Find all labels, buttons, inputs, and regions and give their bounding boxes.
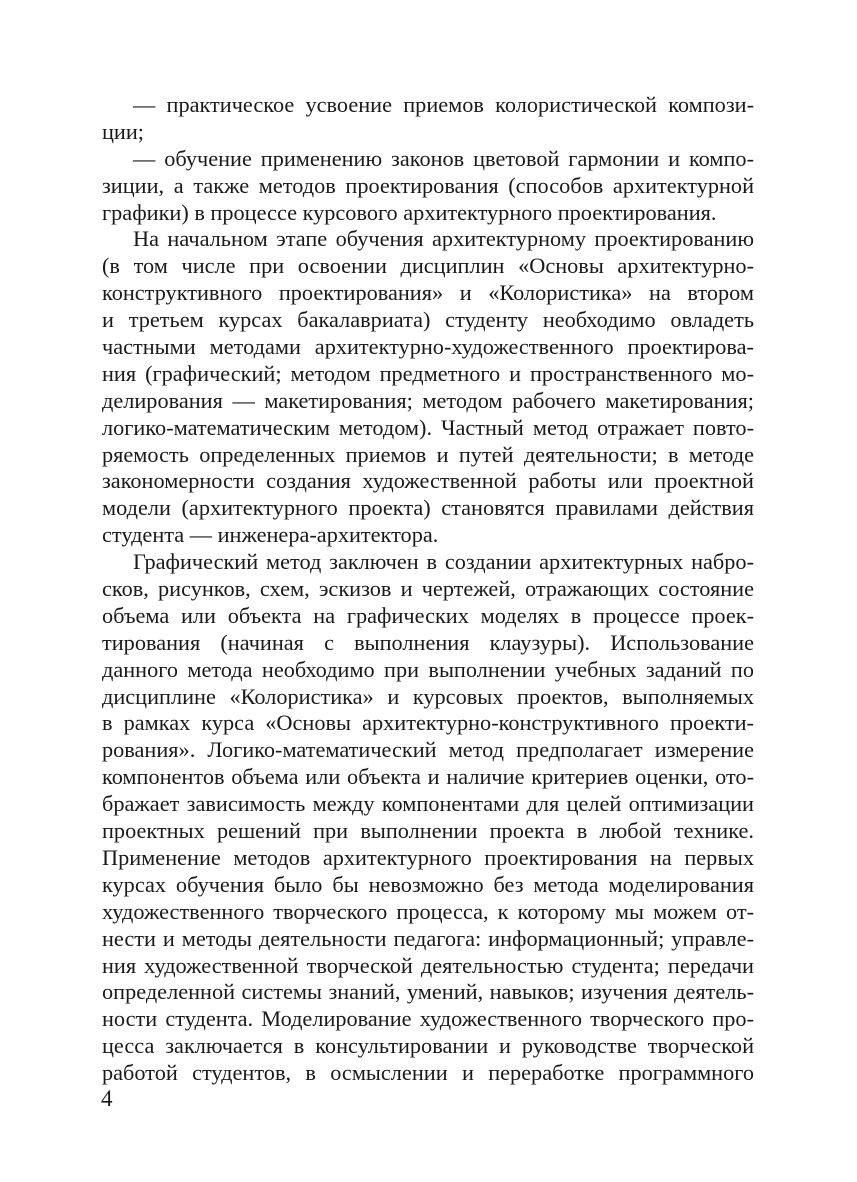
- text-line: Применение методов архитектурного проектирования на первых: [102, 844, 754, 870]
- text-line: студента — инженера-архитектора.: [102, 522, 439, 548]
- text-line: в рамках курса «Основы архитектурно-конструктивного проекти-: [102, 710, 754, 736]
- text-line: работой студентов, в осмыслении и переработке программного: [102, 1060, 754, 1086]
- text-line: частными методами архитектурно-художественного проектирова-: [102, 334, 754, 360]
- text-line: ности студента. Моделирование художественного творческого про-: [102, 1006, 754, 1032]
- text-line: художественного творческого процесса, к которому мы можем от-: [102, 898, 754, 924]
- text-line: цесса заключается в консультировании и руководстве творческой: [102, 1033, 754, 1059]
- text-line: компонентов объема или объекта и наличие критериев оценки, ото-: [102, 764, 754, 790]
- text-line: ния (графический; методом предметного и пространственного мо-: [102, 360, 754, 386]
- text-line: данного метода необходимо при выполнении учебных заданий по: [102, 656, 754, 682]
- text-line: На начальном этапе обучения архитектурному проектированию: [133, 226, 754, 252]
- page-number: 4: [101, 1086, 113, 1111]
- text-line: графики) в процессе курсового архитектурного проектирования.: [102, 199, 717, 225]
- text-line: тирования (начиная с выполнения клаузуры). Использование: [102, 629, 754, 655]
- text-line: модели (архитектурного проекта) становятся правилами действия: [102, 495, 754, 521]
- text-line: курсах обучения было бы невозможно без метода моделирования: [102, 871, 754, 897]
- text-line: ряемость определенных приемов и путей деятельности; в методе: [102, 441, 754, 467]
- text-line: ния художественной творческой деятельностью студента; передачи: [102, 952, 754, 978]
- text-line: и третьем курсах бакалавриата) студенту необходимо овладеть: [102, 307, 754, 333]
- paragraph: [102, 146, 754, 227]
- text-line: Графический метод заключен в создании архитектурных набро-: [133, 549, 754, 575]
- text-line: нести и методы деятельности педагога: информационный; управле-: [102, 925, 754, 951]
- text-line: ции;: [102, 118, 144, 144]
- paragraph: [102, 92, 754, 146]
- text-line: — практическое усвоение приемов колористической компози-: [133, 92, 754, 117]
- text-line: проектных решений при выполнении проекта в любой технике.: [102, 818, 754, 844]
- body-text: [102, 92, 754, 1087]
- text-line: логико-математическим методом). Частный метод отражает повто-: [102, 414, 754, 440]
- text-line: определенной системы знаний, умений, навыков; изучения деятель-: [102, 979, 754, 1005]
- paragraph: [102, 226, 754, 549]
- text-line: зиции, а также методов проектирования (способов архитектурной: [102, 172, 754, 198]
- text-line: закономерности создания художественной работы или проектной: [102, 468, 754, 494]
- text-line: сков, рисунков, схем, эскизов и чертежей, отражающих состояние: [102, 576, 754, 602]
- text-line: — обучение применению законов цветовой гармонии и компо-: [133, 145, 754, 171]
- paragraph: [102, 549, 754, 1087]
- text-line: конструктивного проектирования» и «Колористика» на втором: [102, 280, 754, 306]
- text-line: (в том числе при освоении дисциплин «Основы архитектурно-: [102, 253, 754, 279]
- text-line: делирования — макетирования; методом рабочего макетирования;: [102, 387, 754, 413]
- text-line: объема или объекта на графических моделях в процессе проек-: [102, 602, 754, 628]
- text-line: дисциплине «Колористика» и курсовых проектов, выполняемых: [102, 683, 754, 709]
- text-line: бражает зависимость между компонентами для целей оптимизации: [102, 791, 754, 817]
- text-line: рования». Логико-математический метод предполагает измерение: [102, 737, 754, 763]
